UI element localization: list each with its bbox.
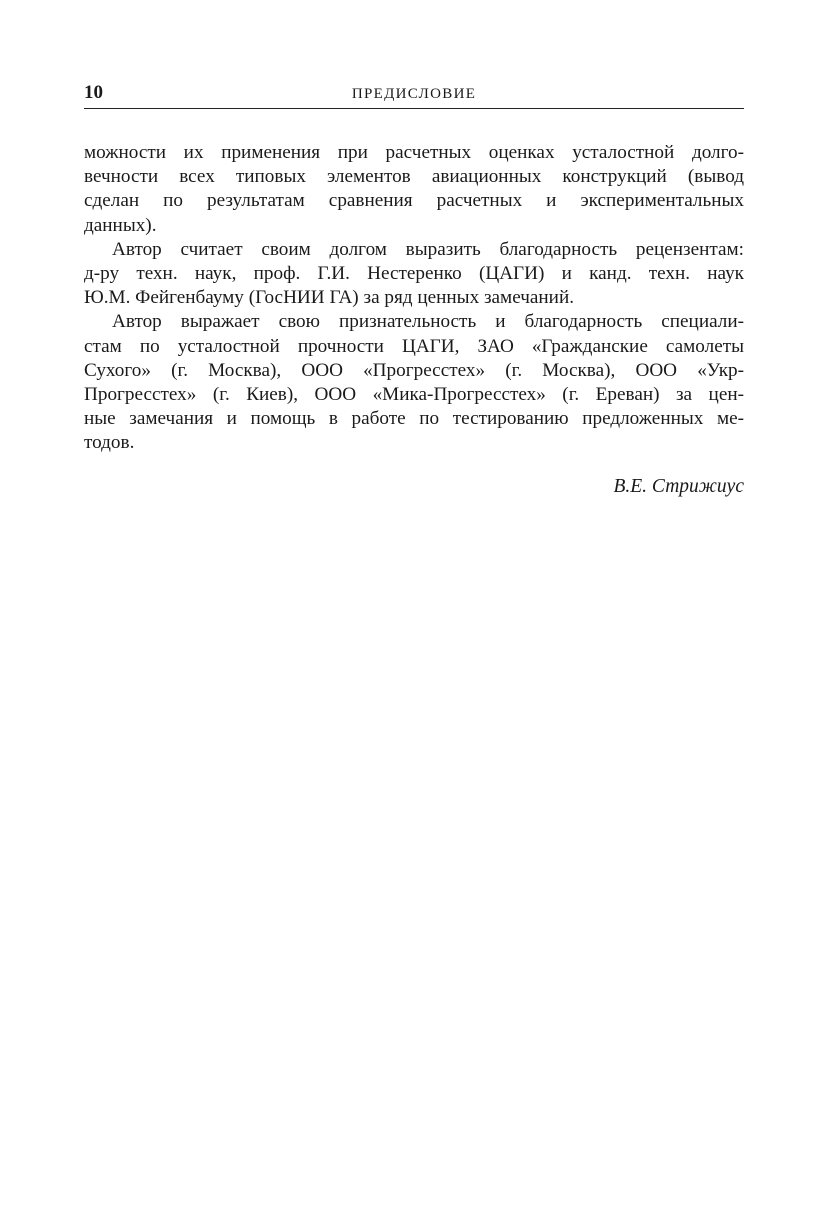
text-line: тодов.	[84, 432, 135, 454]
paragraph	[84, 141, 744, 238]
text-line: стам по усталостной прочности ЦАГИ, ЗАО «Гражданские самолеты	[84, 335, 744, 357]
text-line: вечности всех типовых элементов авиационных конструкций (вывод	[84, 166, 744, 188]
text-line: Сухого» (г. Москва), ООО «Прогресстех» (г. Москва), ООО «Укр-	[84, 359, 744, 381]
page-number: 10	[84, 82, 103, 103]
text-line: ные замечания и помощь в работе по тестированию предложенных ме-	[84, 408, 744, 430]
paragraph	[84, 310, 744, 455]
running-head: ПРЕДИСЛОВИЕ	[351, 86, 477, 102]
text-line: данных).	[84, 214, 157, 236]
text-line: сделан по результатам сравнения расчетных и экспериментальных	[84, 190, 744, 212]
paragraph	[84, 238, 744, 311]
text-body	[84, 141, 744, 455]
text-line: можности их применения при расчетных оценках усталостной долго-	[84, 142, 744, 163]
text-line: Автор выражает свою признательность и благодарность специали-	[112, 311, 744, 333]
text-line: Ю.М. Фейгенбауму (ГосНИИ ГА) за ряд ценных замечаний.	[84, 287, 575, 309]
page-header	[84, 80, 744, 109]
text-line: Автор считает своим долгом выразить благодарность рецензентам:	[112, 238, 744, 260]
text-line: д-ру техн. наук, проф. Г.И. Нестеренко (ЦАГИ) и канд. техн. наук	[84, 262, 744, 284]
text-line: Прогресстех» (г. Киев), ООО «Мика-Прогресстех» (г. Ереван) за цен-	[84, 383, 744, 405]
author-signature: В.Е. Стрижиус	[613, 476, 744, 497]
